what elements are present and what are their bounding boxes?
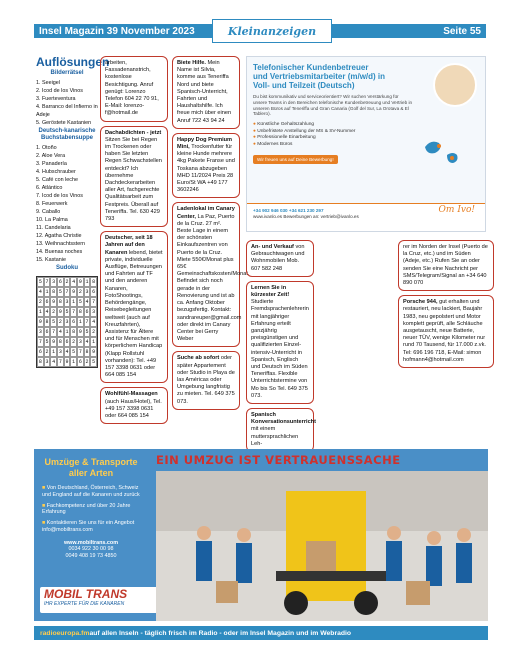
classified-ad-heading: Deutscher, seit 18 Jahren auf den Kanaren: [105, 235, 153, 256]
classified-ad-heading: Ladenlokal im Canary Center,: [177, 206, 235, 220]
solutions-column: [36, 55, 110, 368]
classified-ad-text: (auch Haus/Hotel), Tel. +49 157 3398 0631 oder 664 085 154: [105, 398, 162, 419]
classified-ad: [246, 281, 314, 404]
footer-text: auf allen Inseln - täglich frisch im Radio - oder im Insel Magazin und im Webradio: [89, 629, 352, 637]
classified-ad-text: von Gebrauchtwagen und Wohnmobilen Mob. 607 582 248: [251, 244, 305, 272]
sudoku-cell: 1: [78, 319, 82, 325]
sudoku-cell: 4: [65, 349, 69, 355]
page-header: [34, 24, 486, 38]
sudoku-cell: 7: [52, 329, 56, 335]
sudoku-cell: 3: [65, 319, 69, 325]
moving-ad-website[interactable]: www.mobiltrans.com: [63, 539, 118, 546]
classifieds-column-3: [172, 56, 250, 414]
sudoku-heading: Sudoku: [56, 265, 78, 271]
section-banner: Kleinanzeigen: [212, 19, 332, 43]
magazine-issue: Insel Magazin 39 November 2023: [39, 25, 195, 37]
solution-item: 2. Icod de los Vinos: [36, 88, 83, 94]
sudoku-cell: 6: [72, 319, 76, 325]
classified-ad-text: Sitzen Sie bei Regen im Trockenen oder haben Sie letzten Regen Schwachstellen entdeckt? Ich übernehme Dachdeckerarbeiten aller Art, fachgerechte Qualitätsarbeit zum Festpreis. Überall auf Teneriffa. Tel. 630 429 793: [105, 136, 162, 223]
benefit-item: ● Künstliche Gehaltszahlung: [253, 122, 479, 129]
sudoku-cell: 9: [92, 349, 96, 355]
classified-ad-heading: Suche ab sofort: [177, 355, 221, 362]
classified-ad-text: lebend, bietet private, individuelle Ausflüge, Betreuungen und Fahrten auf TF und den anderen Kanaren, FotoShootings, Behördengänge, Reisebegleitungen weltweit (auch auf Kreuzfahrten), Assistenz für Ältere und für Menschen mit körperlichem Handicap (Klapp Rollstuhl vorhanden): Tel. +49 157 3398 0631 oder 664 085 154: [105, 249, 163, 379]
moving-ad-benefits: [42, 485, 140, 534]
radio-website-link[interactable]: radioeuropa.fm: [40, 629, 90, 637]
classifieds-column-4: [246, 240, 314, 456]
sudoku-cell: 4: [72, 279, 76, 285]
classified-ad-text: Trockenfutter für kleine Hunde mehrere 4kg Pakete Franse und Toskana abzugeben MHD 11/2024 Preis 28 Euro/St WA +49 177 3602246: [177, 144, 235, 194]
classified-ad-text: arbeiten, Fassadenanstrich, kostenlose Besichtigung. Anruf genügt: Lorenzo Telefon 604 22 70 91, E-Mail: lorenzo-f@hotmail.de: [105, 60, 159, 117]
solution-item: 5. Café con leche: [36, 177, 78, 183]
classified-ad: [172, 56, 240, 129]
classifieds-column-5: [398, 240, 494, 372]
solution-item: 15. Kastanie: [36, 257, 66, 263]
classified-ad-heading: Dachabdichten - jetzt: [105, 129, 162, 136]
solution-item: 10. La Palma: [36, 217, 68, 223]
sudoku-cell: 5: [85, 329, 89, 335]
sudoku-cell: 1: [38, 309, 42, 315]
page-number: Seite 55: [443, 25, 481, 37]
sudoku-cell: 1: [65, 329, 69, 335]
sudoku-cell: 1: [92, 339, 96, 345]
sudoku-cell: 8: [52, 289, 56, 295]
sudoku-cell: 2: [78, 289, 82, 295]
benefit-item: ● Modernes Büros: [253, 142, 479, 149]
classified-ad: [398, 295, 494, 368]
moving-ad-phone-2: 0049 408 19 73 4850: [65, 552, 117, 559]
letter-soup-heading: Deutsch-kanarische Buchstabensuppe: [38, 128, 96, 141]
solutions-title: Auflösungen: [36, 55, 110, 69]
sudoku-cell: 7: [58, 359, 62, 365]
sudoku-cell: 5: [58, 289, 62, 295]
solution-item: 5. Geröstete Kastanien: [36, 120, 92, 126]
sudoku-cell: 4: [45, 309, 49, 315]
classified-ad: [172, 133, 240, 199]
moving-ad-phone-1: 0034 922 30 00 98: [68, 545, 114, 552]
page-footer: [34, 626, 488, 640]
classified-ad-text: Studierte Fremdsprachenlehrerin mit langjähriger Erfahrung erteilt ganzjährig preisgünstigen und qualifizierten Einzel-intensiv-Unterricht in Spanisch, Englisch und Deutsch im Süden Teneriffas. Flexible Unterrichtstermine von Mo bis So Tel. 649 375 073.: [251, 299, 309, 399]
sudoku-cell: 8: [72, 329, 76, 335]
sudoku-cell: 6: [45, 299, 49, 305]
sudoku-cell: 5: [92, 359, 96, 365]
sudoku-cell: 4: [85, 339, 89, 345]
classified-ad-heading: An- und Verkauf: [251, 244, 296, 250]
classified-ad: [246, 240, 314, 277]
sudoku-cell: 3: [85, 289, 89, 295]
sudoku-cell: 8: [38, 359, 42, 365]
classified-ad-heading: Biete Hilfe.: [177, 60, 208, 66]
sudoku-cell: 3: [78, 339, 82, 345]
classified-ad-text: rer im Norden der Insel (Puerto de la Cruz, etc.) und im Süden (Adeje, etc.) Rufen Sie an oder senden Sie eine Nachricht per SMS/Telegram/Signal an +34 640 890 070: [403, 244, 488, 287]
agent-photo: [433, 63, 477, 107]
sudoku-cell: 9: [65, 359, 69, 365]
sudoku-cell: 9: [72, 289, 76, 295]
classified-ad-text: La Paz, Puerto de la Cruz. 27 m². Beste Lage in einem der schönsten Einkaufszentren von Puerto de la Cruz. Miete 550€/Monat plus 65€ Gemeinschaftskosten/Monat. Befindet sich noch gerade in der Renovierung und ist ab ca. Anfang Oktober bezugsfertig. Kontakt: sandrareuper@gmail.com oder direkt im Canary Center bei Gerry Weber: [177, 213, 250, 343]
sudoku-cell: 6: [58, 279, 62, 285]
classified-ad-heading: Happy Dog Premium Mini,: [177, 136, 233, 151]
sudoku-cell: 2: [85, 359, 89, 365]
sudoku-cell: 9: [38, 319, 42, 325]
classified-ad: [172, 351, 240, 409]
sudoku-cell: 7: [92, 299, 96, 305]
sudoku-cell: 2: [72, 339, 76, 345]
brand-tagline: IHR EXPERTE FÜR DIE KANAREN: [44, 601, 125, 607]
picture-puzzle-heading: Bilderrätsel: [50, 70, 84, 76]
sudoku-cell: 6: [78, 359, 82, 365]
sudoku-cell: 9: [58, 309, 62, 315]
sudoku-cell: 5: [52, 319, 56, 325]
sudoku-cell: 7: [65, 289, 69, 295]
sudoku-cell: 7: [45, 279, 49, 285]
classified-ad-heading: Lernen Sie in kürzester Zeit!: [251, 284, 290, 299]
sudoku-cell: 5: [65, 309, 69, 315]
sudoku-cell: 8: [78, 309, 82, 315]
sudoku-cell: 4: [38, 289, 42, 295]
classified-ad: [100, 126, 168, 228]
sudoku-cell: 9: [78, 279, 82, 285]
benefit-item: ■ Von Deutschland, Österreich, Schweiz und England auf die Kanaren und zurück: [42, 485, 140, 499]
classified-ad: [398, 240, 494, 291]
classified-ad: [172, 202, 250, 347]
sudoku-cell: 8: [45, 319, 49, 325]
sudoku-cell: 1: [85, 279, 89, 285]
sudoku-cell: 4: [85, 299, 89, 305]
brand-name: MOBIL TRANS: [44, 587, 128, 601]
sudoku-cell: 4: [58, 329, 62, 335]
sudoku-cell: 9: [52, 299, 56, 305]
job-intro: Du bist kommunikativ und serviceorientiert? Wir suchen Verstärkung für unsere Teams in den Bereichen telefonische Kundenbetreuung und Vertrieb in unseren Büros auf Teneriffa und Gran Canaria (Golf del Sur, La Orotava & El Tablero).: [253, 94, 413, 117]
sudoku-cell: 5: [78, 299, 82, 305]
solution-item: 13. Weihnachtsstern: [36, 241, 86, 247]
sudoku-cell: 4: [92, 319, 96, 325]
sudoku-cell: 2: [58, 319, 62, 325]
benefit-item: ● Unbefristete Anstellung der MS & SV-Nummer: [253, 129, 479, 136]
sudoku-cell: 4: [52, 359, 56, 365]
solution-item: 7. Icod de los Vinos: [36, 193, 83, 199]
sudoku-cell: 6: [65, 339, 69, 345]
sudoku-cell: 6: [85, 309, 89, 315]
sudoku-cell: 6: [45, 329, 49, 335]
sudoku-cell: 5: [72, 349, 76, 355]
sudoku-cell: 1: [72, 299, 76, 305]
sudoku-cell: 5: [38, 279, 42, 285]
sudoku-cell: 1: [52, 349, 56, 355]
sudoku-cell: 9: [52, 339, 56, 345]
sudoku-cell: 6: [38, 349, 42, 355]
sudoku-cell: 7: [72, 309, 76, 315]
sudoku-cell: 2: [38, 299, 42, 305]
benefit-item: ● Professionelle Einarbeitung: [253, 135, 479, 142]
sudoku-cell: 3: [45, 359, 49, 365]
classifieds-column-2: [100, 56, 168, 428]
solution-item: 4. Hubschrauber: [36, 169, 76, 175]
company-logo: Om Ivo!: [438, 205, 475, 215]
sudoku-cell: 1: [72, 359, 76, 365]
classified-ad: [100, 231, 168, 383]
job-web[interactable]: www.ivanlo.es Bewerbungen an: vertrieb@ivanlo.es: [253, 214, 359, 219]
solution-item: 1. Seeigel: [36, 80, 60, 86]
sudoku-cell: 8: [85, 349, 89, 355]
classified-ad-heading: Wohlfühl-Massagen: [105, 391, 158, 398]
moving-company-logo: [40, 587, 160, 613]
sudoku-cell: 3: [58, 349, 62, 355]
sudoku-cell: 9: [78, 329, 82, 335]
classified-ad-text: mit einem muttersprachlichen Leh-: [251, 426, 299, 447]
job-advertisement: [246, 56, 486, 232]
solution-item: 3. Panadería: [36, 161, 67, 167]
sudoku-cell: 3: [38, 329, 42, 335]
movers-photo: [156, 471, 488, 621]
sudoku-cell: 1: [45, 289, 49, 295]
moving-ad-slogan: EIN UMZUG IST VERTRAUENSSACHE: [156, 453, 401, 467]
solution-item: 4. Barranco del Infierno in Adeje: [36, 104, 98, 118]
sudoku-cell: 7: [38, 339, 42, 345]
solution-item: 2. Aloe Vera: [36, 153, 66, 159]
solution-item: 11. Candelaria: [36, 225, 71, 231]
classified-ad-text: oder später Appartement oder Studio in Playa de las Américas oder Umgebung langfristig zu mieten. Tel. 649 375 073.: [177, 355, 235, 405]
moving-company-advertisement: [34, 449, 488, 621]
letter-soup-list: [36, 144, 98, 264]
sudoku-grid: [36, 276, 98, 368]
sudoku-cell: 2: [65, 279, 69, 285]
classified-ad-text: Mein Name ist Silvia, komme aus Teneriffa Nord und biete Spanisch-Unterricht, Fahrten und Haushaltshilfe. Ich freue mich über einen Anruf 722 43 94 24: [177, 60, 232, 124]
sudoku-cell: 5: [45, 339, 49, 345]
job-phones: +34 902 946 030 +34 621 230 297: [253, 208, 324, 213]
solution-item: 8. Feuerwerk: [36, 201, 68, 207]
sudoku-cell: 6: [92, 289, 96, 295]
sudoku-cell: 3: [92, 309, 96, 315]
job-subtitle: und Vertriebsmitarbeiter (m/w/d) in Voll- und Teilzeit (Deutsch): [253, 72, 386, 90]
sudoku-cell: 8: [58, 339, 62, 345]
classified-ad: [246, 408, 314, 452]
sudoku-cell: 2: [92, 329, 96, 335]
contact-strip: [247, 203, 485, 231]
sudoku-cell: 2: [52, 309, 56, 315]
solution-item: 14. Buenas noches: [36, 249, 83, 255]
picture-puzzle-list: [36, 79, 98, 127]
classified-ad: [100, 56, 168, 122]
solution-item: 9. Caballo: [36, 209, 61, 215]
canary-islands-map-icon: [417, 117, 477, 177]
classified-ad-text: gut erhalten und restauriert, neu lackiert, Baujahr 1983, neu gepolstert und Motor komplett geprüft, alle Schläuche ausgetauscht, neue Batterie, neuer TÜV, wenige Kilometer nur rund 70 Tausend, für 17.000 z.vk. Tel: 696 196 718, E-Mail: simon hofmann4@hotmail.com: [403, 299, 486, 363]
classified-ad-heading: Spanisch Konversationsunterricht: [251, 412, 316, 426]
sudoku-cell: 7: [85, 319, 89, 325]
job-title: Telefonischer Kundenbetreuer: [253, 63, 369, 72]
classified-ad-heading: Porsche 944,: [403, 299, 440, 306]
job-cta[interactable]: Wir freuen uns auf Deine Bewerbung!: [253, 155, 338, 164]
benefit-item: ■ Fachkompetenz und über 20 Jahre Erfahrung: [42, 503, 140, 517]
benefit-item: ■ Kontaktieren Sie uns für ein Angebot info@mobiltrans.com: [42, 520, 140, 534]
sudoku-cell: 8: [58, 299, 62, 305]
sudoku-cell: 3: [65, 299, 69, 305]
sudoku-cell: 7: [78, 349, 82, 355]
solution-item: 12. Agatha Christie: [36, 233, 82, 239]
solution-item: 6. Atlántico: [36, 185, 63, 191]
solution-item: 1. Otoño: [36, 145, 57, 151]
sudoku-cell: 2: [45, 349, 49, 355]
moving-ad-title: Umzüge & Transporte aller Arten: [44, 457, 138, 478]
sudoku-cell: 8: [92, 279, 96, 285]
sudoku-cell: 3: [52, 279, 56, 285]
solution-item: 3. Fuerteventura: [36, 96, 76, 102]
classified-ad: [100, 387, 168, 424]
